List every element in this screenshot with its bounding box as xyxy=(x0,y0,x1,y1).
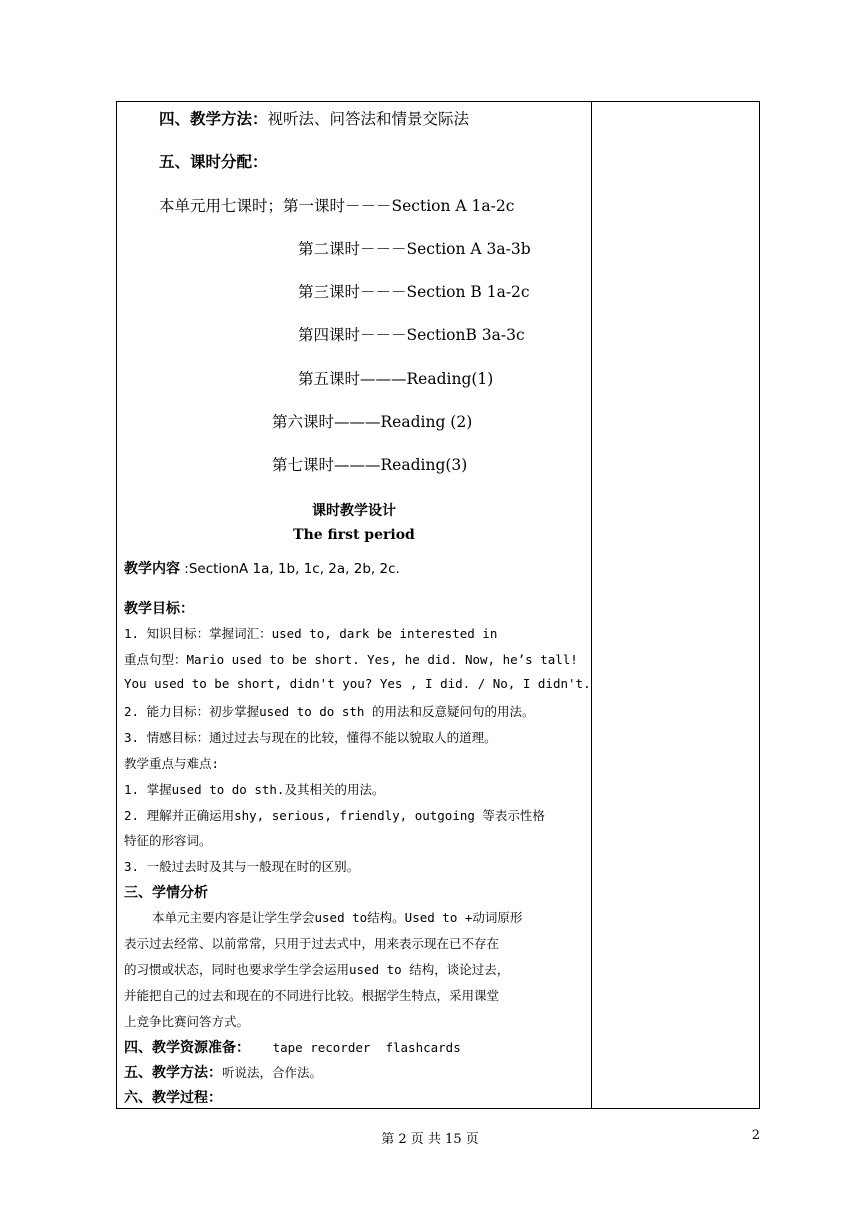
allocation-first-line xyxy=(159,194,514,216)
goal-line: You used to be short, didn't you? Yes , I did. / No, I didn't. xyxy=(124,676,591,691)
keypoint-line: 2. 理解并正确运用shy, serious, friendly, outgoing 等表示性格 xyxy=(124,808,545,823)
page-number: 2 xyxy=(751,1128,760,1143)
resources-text: tape recorder flashcards xyxy=(250,1040,461,1055)
resources-heading: 四、教学资源准备： xyxy=(124,1040,250,1056)
methods-line xyxy=(159,107,469,129)
lesson-design-title: 课时教学设计 xyxy=(312,503,396,519)
lesson-item: 第七课时———Reading(3) xyxy=(272,456,468,474)
teaching-methods-line xyxy=(124,1062,322,1082)
process-heading: 六、教学过程： xyxy=(124,1090,222,1106)
teaching-methods-text: 听说法，合作法。 xyxy=(222,1065,323,1080)
lesson-item: 第三课时－－－Section B 1a-2c xyxy=(298,283,530,301)
analysis-line: 上竞争比赛问答方式。 xyxy=(124,1014,250,1029)
goal-line: 2. 能力目标：初步掌握used to do sth 的用法和反意疑问句的用法。 xyxy=(124,704,535,719)
teaching-methods-heading: 五、教学方法： xyxy=(124,1065,222,1081)
lesson-plan-table xyxy=(116,101,760,1109)
analysis-line: 本单元主要内容是让学生学会used to结构。Used to +动词原形 xyxy=(152,910,523,925)
content-value: :SectionA 1a, 1b, 1c, 2a, 2b, 2c. xyxy=(180,561,400,577)
lesson-design-subtitle: The first period xyxy=(293,527,415,543)
keypoints-heading: 教学重点与难点: xyxy=(124,756,220,771)
allocation-heading: 五、课时分配： xyxy=(159,152,268,171)
keypoint-line: 特征的形容词。 xyxy=(124,833,212,848)
analysis-line: 的习惯或状态，同时也要求学生学会运用used to 结构，谈论过去， xyxy=(124,962,510,977)
keypoint-line: 3. 一般过去时及其与一般现在时的区别。 xyxy=(124,859,360,874)
goal-line: 3. 情感目标：通过过去与现在的比较，懂得不能以貌取人的道理。 xyxy=(124,730,497,745)
lesson-item: 第五课时———Reading(1) xyxy=(298,370,494,388)
goals-heading: 教学目标： xyxy=(124,601,194,617)
goal-line: 1. 知识目标：掌握词汇：used to, dark be interested in xyxy=(124,626,498,641)
methods-text: 视听法、问答法和情景交际法 xyxy=(267,110,470,128)
page-info: 第 2 页 共 15 页 xyxy=(381,1132,479,1147)
content-label: 教学内容 xyxy=(124,561,180,577)
lesson-item: 第四课时－－－SectionB 3a-3c xyxy=(298,326,525,344)
keypoint-line: 1. 掌握used to do sth.及其相关的用法。 xyxy=(124,782,385,797)
allocation-intro: 本单元用七课时； xyxy=(159,197,284,215)
analysis-line: 并能把自己的过去和现在的不同进行比较。根据学生特点，采用课堂 xyxy=(124,988,500,1003)
lesson-item: 第一课时－－－Section A 1a-2c xyxy=(283,197,515,215)
lesson-item: 第二课时－－－Section A 3a-3b xyxy=(298,240,531,258)
analysis-line: 表示过去经常、以前常常，只用于过去式中，用来表示现在已不存在 xyxy=(124,936,500,951)
analysis-heading: 三、学情分析 xyxy=(124,885,208,901)
column-divider xyxy=(591,102,592,1108)
resources-line xyxy=(124,1037,461,1057)
goal-line: 重点句型：Mario used to be short. Yes, he did. Now, he’s tall! xyxy=(124,652,578,667)
methods-heading: 四、教学方法： xyxy=(159,109,268,128)
lesson-item: 第六课时———Reading (2) xyxy=(272,413,473,431)
content-line xyxy=(124,558,400,578)
